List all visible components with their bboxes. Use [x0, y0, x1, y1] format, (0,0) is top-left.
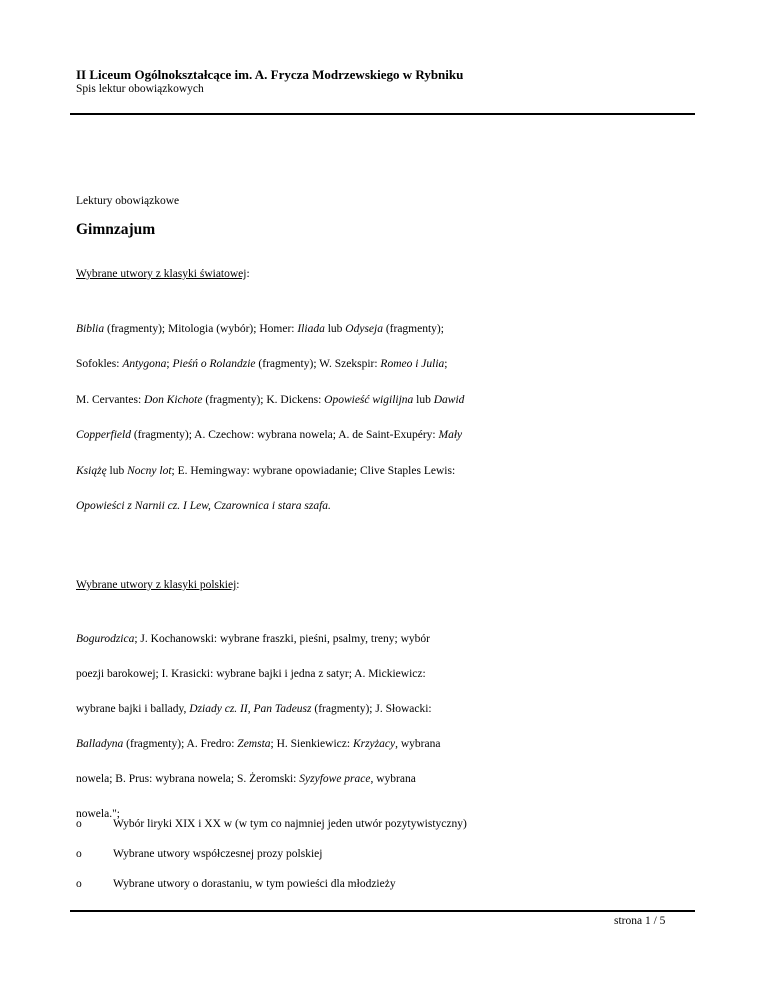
- italic-title: Opowieść wigilijna: [324, 394, 414, 406]
- italic-title: Odyseja: [345, 323, 383, 335]
- text-run: nowela.";: [76, 808, 120, 820]
- paragraph-line: [76, 358, 448, 370]
- italic-title: Biblia: [76, 323, 105, 335]
- bullet-marker: o: [76, 878, 82, 890]
- section-label: Lektury obowiązkowe: [76, 195, 180, 207]
- paragraph-line: [76, 633, 430, 645]
- italic-title: Książę: [76, 465, 107, 477]
- bullet-item: Wybrane utwory o dorastaniu, w tym powieści dla młodzieży: [113, 878, 396, 890]
- text-run: lub: [413, 394, 434, 406]
- text-run: (fragmenty); W. Szekspir:: [255, 358, 381, 370]
- text-run: (fragmenty); Mitologia (wybór); Homer:: [104, 323, 298, 335]
- paragraph-line: [76, 429, 462, 441]
- italic-title: Mały: [438, 429, 463, 441]
- paragraph-line: [76, 703, 432, 715]
- italic-title: Romeo i Julia: [380, 358, 445, 370]
- text-run: (fragmenty); J. Słowacki:: [311, 703, 432, 715]
- bullet-marker: o: [76, 818, 82, 830]
- italic-title: Iliada: [297, 323, 325, 335]
- text-run: , wybrana: [395, 738, 441, 750]
- section-title-polish: Wybrane utwory z klasyki polskiej:: [76, 579, 240, 591]
- text-run: M. Cervantes:: [76, 394, 145, 406]
- text-run: poezji barokowej; I. Krasicki: wybrane bajki i jedna z satyr; A. Mickiewicz:: [76, 668, 426, 680]
- italic-title: Dziady cz. II, Pan Tadeusz: [189, 703, 312, 715]
- text-run: lub: [106, 465, 128, 477]
- text-run: nowela; B. Prus: wybrana nowela; S. Żeromski:: [76, 773, 300, 785]
- italic-title: Dawid: [433, 394, 465, 406]
- italic-title: Nocny lot: [127, 465, 172, 477]
- text-run: ; J. Kochanowski: wybrane fraszki, pieśni, psalmy, treny; wybór: [134, 633, 430, 645]
- paragraph-line: [76, 738, 440, 750]
- italic-title: Bogurodzica: [76, 633, 135, 645]
- section-title-world: Wybrane utwory z klasyki światowej:: [76, 268, 250, 280]
- page-number: strona 1 / 5: [614, 915, 666, 927]
- italic-title: Balladyna: [76, 738, 124, 750]
- italic-title: Opowieści z Narnii cz. I Lew, Czarownica i stara szafa.: [76, 500, 331, 512]
- text-run: Sofokles:: [76, 358, 123, 370]
- text-run: ;: [444, 358, 448, 370]
- italic-title: Pieśń o Rolandzie: [172, 358, 256, 370]
- header-divider: [70, 113, 695, 115]
- italic-title: Syzyfowe prace: [299, 773, 371, 785]
- school-name: II Liceum Ogólnokształcące im. A. Frycza Modrzewskiego w Rybniku: [76, 67, 464, 82]
- paragraph-line: [76, 323, 444, 335]
- italic-title: Antygona: [122, 358, 167, 370]
- paragraph-line: [76, 668, 426, 680]
- text-run: ; E. Hemingway: wybrane opowiadanie; Clive Staples Lewis:: [171, 465, 456, 477]
- text-run: (fragmenty); A. Fredro:: [123, 738, 238, 750]
- footer-divider: [70, 910, 695, 912]
- paragraph-line: [76, 773, 416, 785]
- text-run: , wybrana: [370, 773, 416, 785]
- bullet-item: Wybrane utwory współczesnej prozy polskiej: [113, 848, 323, 860]
- italic-title: Zemsta: [237, 738, 271, 750]
- text-run: (fragmenty);: [382, 323, 444, 335]
- paragraph-line: [76, 465, 455, 477]
- italic-title: Krzyżacy: [352, 738, 396, 750]
- text-run: wybrane bajki i ballady,: [76, 703, 190, 715]
- text-run: lub: [324, 323, 346, 335]
- paragraph-line: [76, 394, 464, 406]
- text-run: (fragmenty); A. Czechow: wybrana nowela; A. de Saint-Exupéry:: [130, 429, 439, 441]
- bullet-marker: o: [76, 848, 82, 860]
- page-title: Gimnzajum: [76, 221, 156, 238]
- paragraph-line: [76, 500, 331, 512]
- bullet-item: Wybór liryki XIX i XX w (w tym co najmniej jeden utwór pozytywistyczny): [113, 818, 467, 830]
- text-run: ;: [166, 358, 173, 370]
- document-subtitle: Spis lektur obowiązkowych: [76, 83, 204, 95]
- text-run: ; H. Sienkiewicz:: [270, 738, 353, 750]
- italic-title: Copperfield: [76, 429, 131, 441]
- italic-title: Don Kichote: [144, 394, 203, 406]
- text-run: (fragmenty); K. Dickens:: [202, 394, 325, 406]
